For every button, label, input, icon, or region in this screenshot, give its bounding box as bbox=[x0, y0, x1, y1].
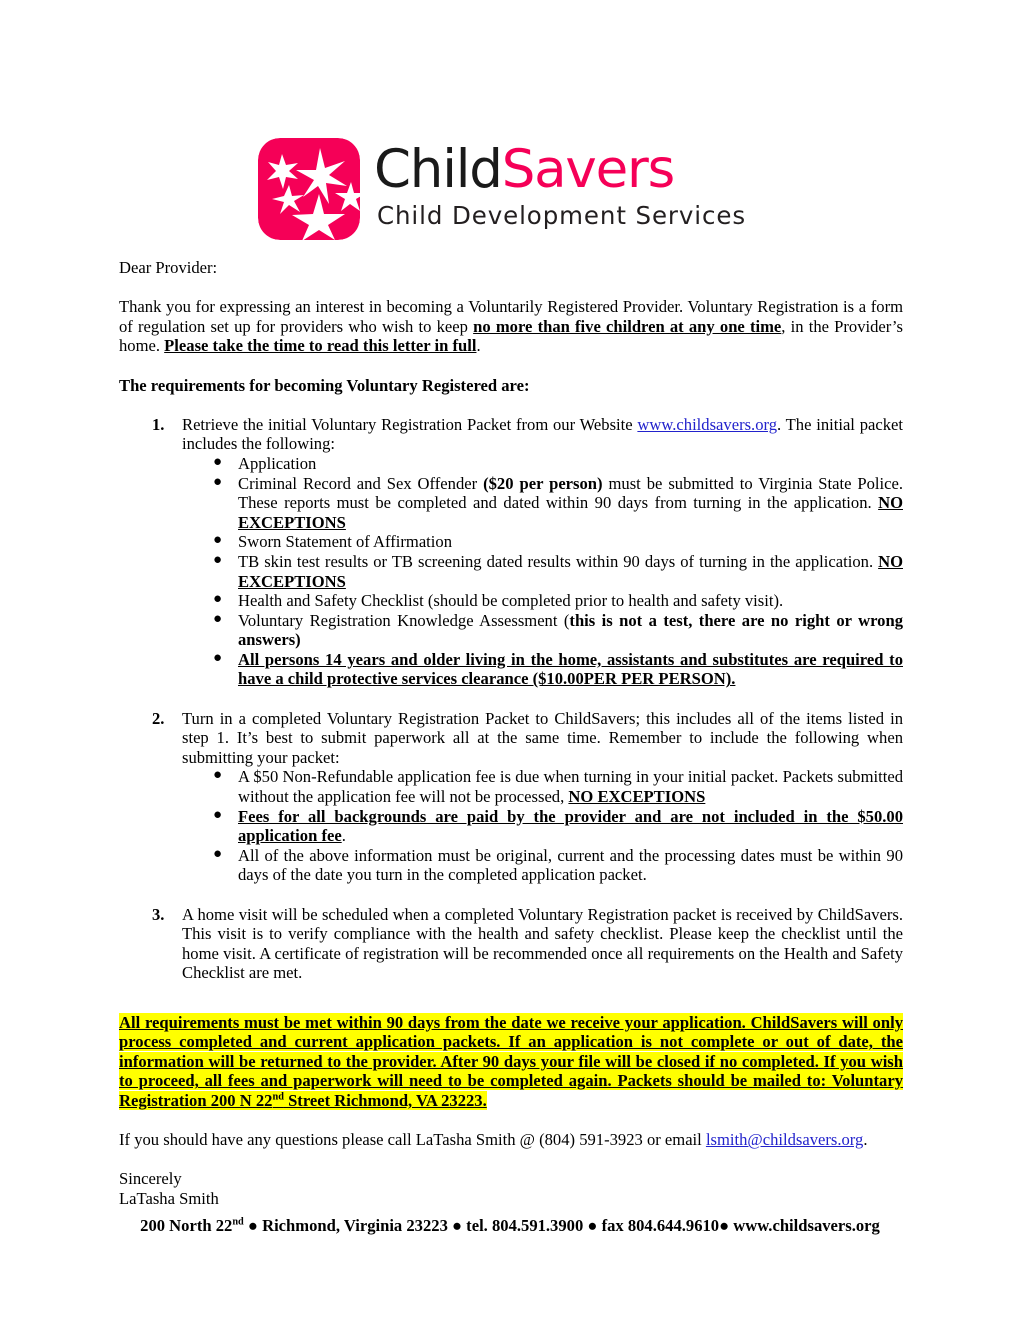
letter-body bbox=[119, 258, 903, 1209]
list-item-1 bbox=[119, 415, 903, 689]
bullet-dot-icon: ● bbox=[213, 532, 223, 549]
list-item-3 bbox=[119, 905, 903, 983]
bullet-cps-clearance-text: All persons 14 years and older living in the home, assistants and substitutes are required to have a child protective services clearance ($10.00PER PER PERSON). bbox=[238, 649, 903, 689]
bullet-tb-test-no-exceptions: NO EXCEPTIONS bbox=[238, 551, 903, 591]
logo-word-child: Child bbox=[374, 139, 502, 200]
intro-text-b: , in the Provider’s home. bbox=[119, 316, 903, 356]
bullet-criminal-record-text-a: Criminal Record and Sex Offender bbox=[238, 473, 484, 493]
bullet-knowledge-assessment-text: Voluntary Registration Knowledge Assessment ( bbox=[238, 610, 570, 630]
bullet-tb-test-text: TB skin test results or TB screening dated results within 90 days of turning in the application. bbox=[238, 551, 879, 571]
highlight-notice-text-a: All requirements must be met within 90 days from the date we receive your application. ChildSavers will only process completed and current application packets. If an application is not complete or out of date, the information will be returned to the provider. After 90 days your file will be closed if no completed. If you wish to proceed, all fees and paperwork will need to be completed again. Packets should be mailed to: Voluntary Registration 200 N 22 bbox=[119, 1012, 903, 1110]
bullet-tb-test bbox=[182, 552, 903, 591]
spacer bbox=[119, 356, 903, 376]
intro-text-a: Thank you for expressing an interest in becoming a Voluntarily Registered Provider. Voluntary Registration is a form of regulation set up for providers who wish to keep bbox=[119, 297, 903, 336]
highlight-notice-ordinal: nd bbox=[272, 1091, 284, 1103]
list-item-1-number: 1. bbox=[152, 414, 165, 434]
childsavers-website-link[interactable]: www.childsavers.org bbox=[637, 414, 778, 434]
bullet-health-safety-checklist bbox=[182, 591, 903, 611]
logo-word-savers: Savers bbox=[501, 139, 674, 200]
bullet-application-fee-no-exceptions: NO EXCEPTIONS bbox=[568, 787, 706, 807]
highlight-notice bbox=[119, 1013, 903, 1111]
list-item-2-number: 2. bbox=[152, 708, 165, 728]
bullet-criminal-record-fee: ($20 per person) bbox=[483, 473, 603, 493]
childsavers-logo bbox=[258, 138, 768, 246]
page-footer bbox=[0, 1216, 1020, 1236]
footer-text-b: ● Richmond, Virginia 23223 ● tel. 804.591.3900 ● fax 804.644.9610● www.childsavers.org bbox=[243, 1216, 880, 1235]
bullet-dot-icon: ● bbox=[213, 473, 223, 490]
bullet-original-current bbox=[182, 846, 903, 885]
requirements-heading-text: The requirements for becoming Voluntary Registered are: bbox=[119, 375, 530, 395]
requirements-list bbox=[119, 415, 903, 983]
list-item-2 bbox=[119, 709, 903, 885]
spacer bbox=[119, 1150, 903, 1170]
logo-wordmark bbox=[374, 140, 746, 200]
sign-off: Sincerely bbox=[119, 1169, 182, 1189]
bullet-dot-icon: ● bbox=[213, 591, 223, 608]
bullet-dot-icon: ● bbox=[213, 453, 223, 470]
bullet-criminal-record-no-exceptions: NO EXCEPTIONS bbox=[238, 493, 903, 532]
bullet-application-fee bbox=[182, 767, 903, 806]
bullet-application bbox=[182, 454, 903, 474]
bullet-sworn-statement bbox=[182, 532, 903, 552]
email-link[interactable]: lsmith@childsavers.org bbox=[705, 1130, 864, 1150]
bullet-knowledge-assessment-note: this is not a test, there are no right or wrong answers) bbox=[238, 610, 903, 650]
list-item-1-text-a: Retrieve the initial Voluntary Registration Packet from our Website bbox=[182, 414, 638, 434]
bullet-cps-clearance bbox=[182, 650, 903, 689]
footer-text-a: 200 North 22 bbox=[140, 1216, 233, 1235]
bullet-dot-icon: ● bbox=[213, 845, 223, 862]
footer-ordinal: nd bbox=[232, 1216, 244, 1228]
bullet-criminal-record bbox=[182, 474, 903, 533]
spacer bbox=[119, 885, 903, 905]
contact-line-text-a: If you should have any questions please call LaTasha Smith @ (804) 591-3923 or email bbox=[119, 1130, 706, 1150]
bullet-dot-icon: ● bbox=[213, 806, 223, 823]
list-item-3-number: 3. bbox=[152, 904, 165, 924]
bullet-dot-icon: ● bbox=[213, 551, 223, 568]
spacer bbox=[119, 689, 903, 709]
list-item-2-text: Turn in a completed Voluntary Registration Packet to ChildSavers; this includes all of the items listed in step 1. It’s best to submit paperwork all at the same time. Remember to include the following when submitting your packet: bbox=[182, 708, 903, 767]
contact-line-text-b: . bbox=[863, 1130, 868, 1150]
list-item-1-bullets bbox=[182, 454, 903, 689]
bullet-dot-icon: ● bbox=[213, 610, 223, 627]
bullet-sworn-statement-text: Sworn Statement of Affirmation bbox=[238, 532, 453, 552]
list-item-3-text: A home visit will be scheduled when a completed Voluntary Registration packet is received by ChildSavers. This visit is to verify compliance with the health and safety checklist. Please keep the checklist until the home visit. A certificate of registration will be recommended once all requirements on the Health and Safety Checklist are met. bbox=[182, 904, 903, 983]
bullet-dot-icon: ● bbox=[213, 767, 223, 784]
logo-tagline: Child Development Services bbox=[377, 201, 747, 230]
intro-emphasis-children: no more than five children at any one time bbox=[473, 316, 782, 336]
list-item-2-bullets bbox=[182, 767, 903, 885]
signer-name: LaTasha Smith bbox=[119, 1188, 219, 1208]
list-item-1-text-b: . The initial packet includes the following: bbox=[182, 414, 903, 454]
bullet-application-fee-text: A $50 Non-Refundable application fee is due when turning in your initial packet. Packets submitted without the application fee will not be processed, bbox=[238, 767, 903, 807]
spacer bbox=[119, 983, 903, 1003]
bullet-health-safety-checklist-text: Health and Safety Checklist (should be completed prior to health and safety visit). bbox=[238, 591, 784, 611]
spacer bbox=[119, 278, 903, 298]
logo-wordmark-group bbox=[374, 138, 746, 231]
requirements-heading bbox=[119, 376, 903, 396]
spacer bbox=[119, 1111, 903, 1131]
bullet-knowledge-assessment bbox=[182, 611, 903, 650]
bullet-background-fees-period: . bbox=[341, 826, 346, 846]
bullet-background-fees-text: Fees for all backgrounds are paid by the provider and are not included in the $50.00 application fee bbox=[238, 806, 903, 846]
highlight-notice-text-b: Street Richmond, VA 23223. bbox=[283, 1090, 487, 1110]
bullet-original-current-text: All of the above information must be original, current and the processing dates must be within 90 days of the date you turn in the completed application packet. bbox=[238, 845, 903, 885]
intro-paragraph bbox=[119, 297, 903, 356]
spacer bbox=[119, 1003, 903, 1013]
intro-emphasis-read-full: Please take the time to read this letter in full bbox=[164, 336, 477, 356]
bullet-background-fees bbox=[182, 807, 903, 846]
bullet-application-text: Application bbox=[238, 453, 317, 473]
bullet-criminal-record-text-b: must be submitted to Virginia State Police. These reports must be completed and dated within 90 days from turning in the application. bbox=[238, 473, 904, 513]
childsavers-stars-mark-icon bbox=[258, 138, 360, 240]
spacer bbox=[119, 395, 903, 415]
intro-text-c: . bbox=[476, 336, 481, 356]
salutation: Dear Provider: bbox=[119, 258, 218, 277]
contact-line bbox=[119, 1130, 903, 1150]
bullet-dot-icon: ● bbox=[213, 649, 223, 666]
